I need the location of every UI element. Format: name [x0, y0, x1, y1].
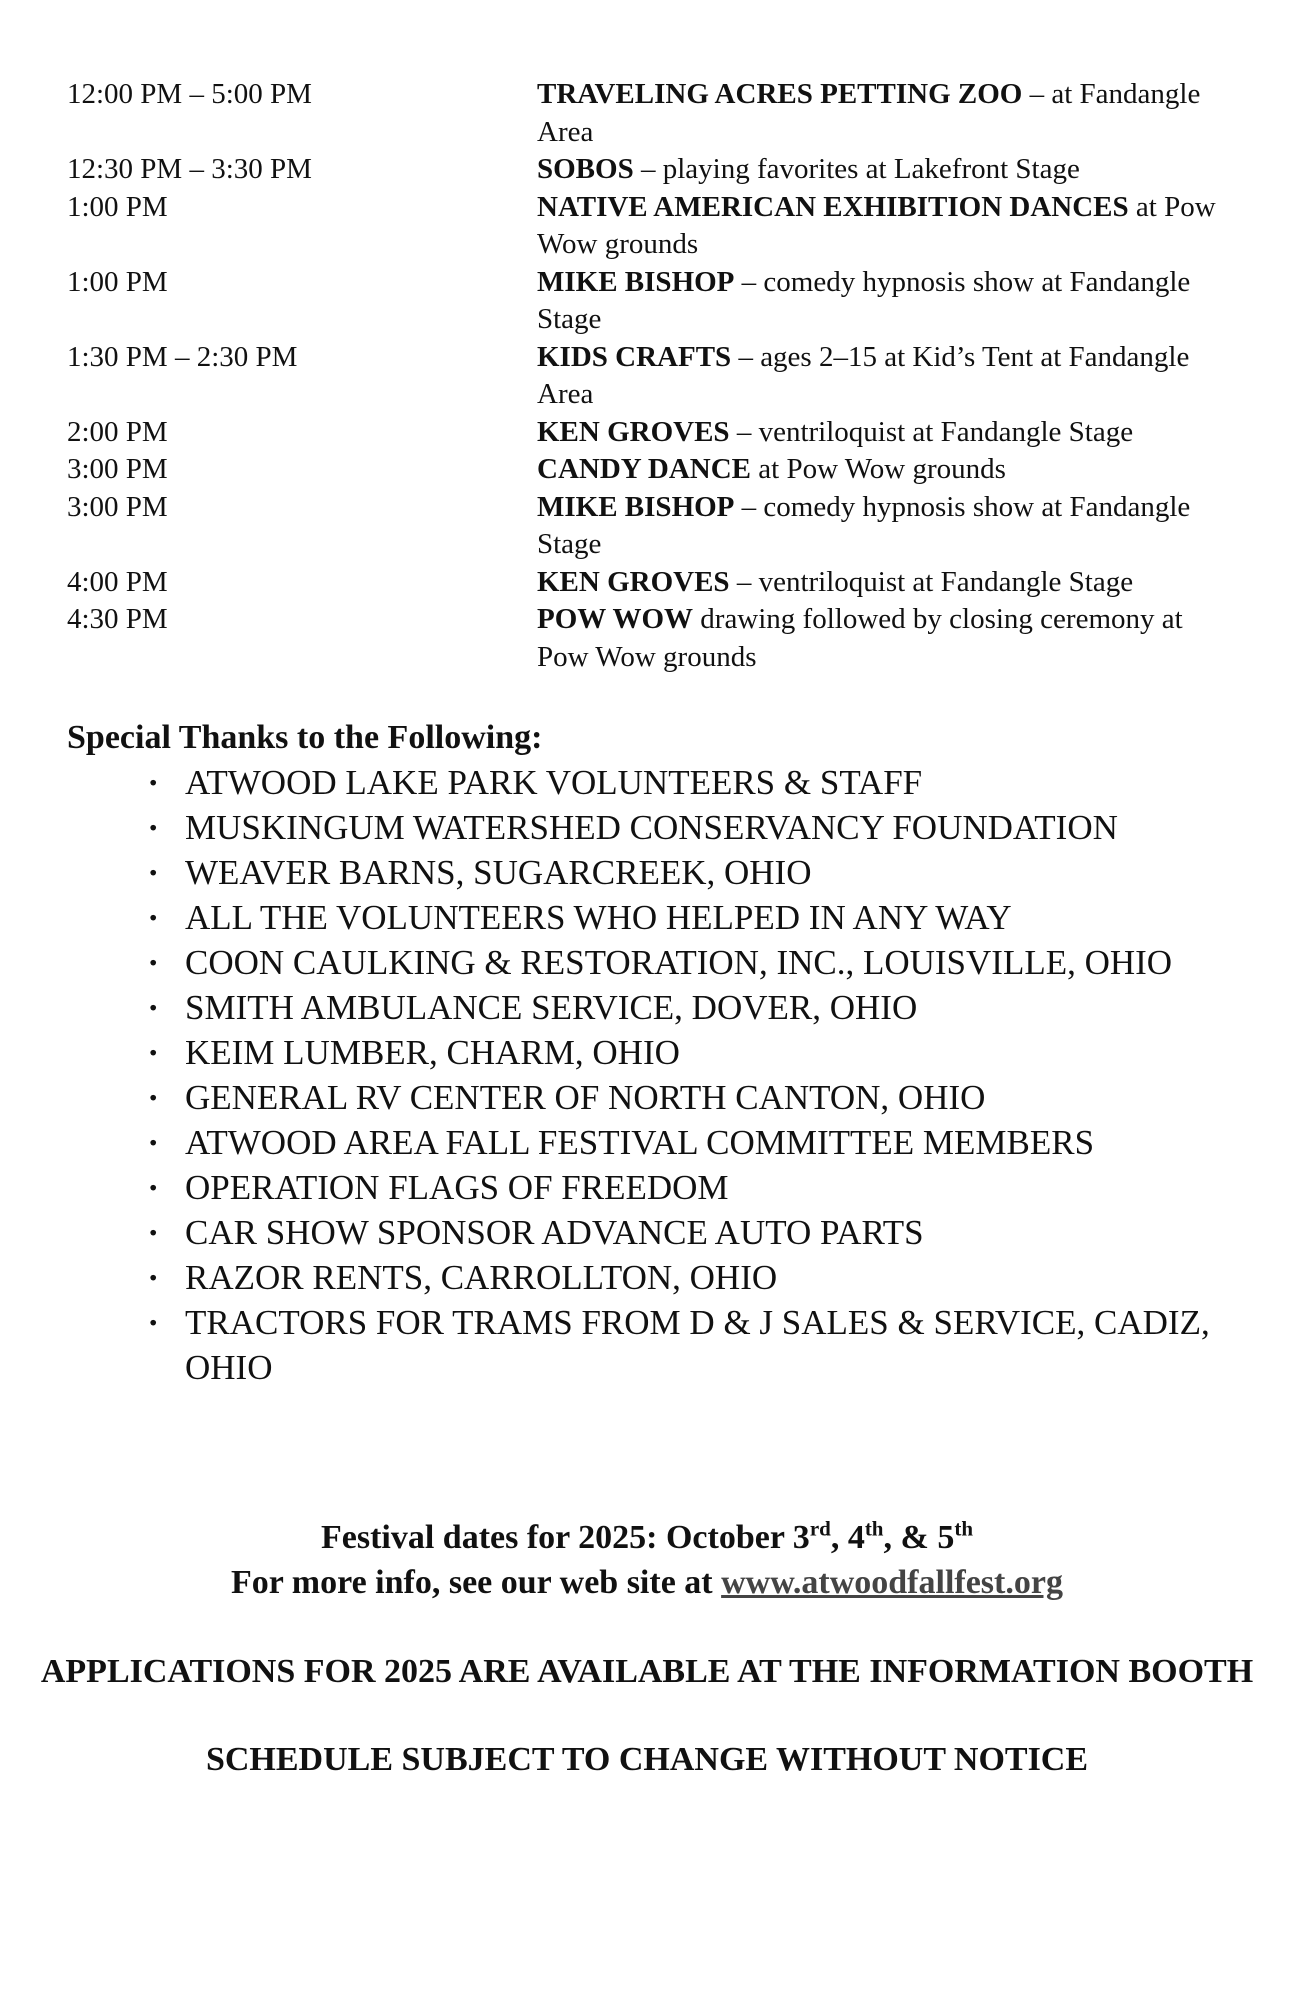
bullet-icon: · [147, 1033, 159, 1072]
bullet-icon: · [147, 853, 159, 892]
schedule-time: 1:00 PM [67, 265, 168, 298]
list-item [67, 1210, 1227, 1255]
schedule-row [67, 151, 1227, 189]
event-detail: – playing favorites at Lakefront Stage [633, 153, 1080, 185]
schedule-row [67, 564, 1227, 602]
schedule-description [537, 151, 1227, 189]
event-name: CANDY DANCE [537, 453, 752, 485]
bullet-icon: · [147, 808, 159, 847]
list-item [67, 805, 1227, 850]
schedule-time: 12:30 PM – 3:30 PM [67, 153, 312, 185]
schedule-row [67, 339, 1227, 414]
thanks-heading: Special Thanks to the Following: [67, 719, 543, 756]
thanks-item-text: MUSKINGUM WATERSHED CONSERVANCY FOUNDATION [185, 808, 1118, 847]
bullet-icon: · [147, 1078, 159, 1117]
list-item [67, 1165, 1227, 1210]
event-detail: at Pow Wow grounds [751, 453, 1006, 485]
bullet-icon: · [147, 943, 159, 982]
thanks-item-text: COON CAULKING & RESTORATION, INC., LOUISVILLE, OHIO [185, 943, 1173, 982]
thanks-item-text: ALL THE VOLUNTEERS WHO HELPED IN ANY WAY [185, 898, 1012, 937]
thanks-item-text: KEIM LUMBER, CHARM, OHIO [185, 1033, 680, 1072]
schedule-row [67, 601, 1227, 676]
applications-notice: APPLICATIONS FOR 2025 ARE AVAILABLE AT THE INFORMATION BOOTH [40, 1653, 1254, 1690]
ordinal-suffix: th [954, 1516, 974, 1541]
footer [0, 1515, 1294, 1782]
ordinal-suffix: th [864, 1516, 884, 1541]
schedule-row [67, 451, 1227, 489]
thanks-item-text: RAZOR RENTS, CARROLLTON, OHIO [185, 1258, 778, 1297]
list-item [67, 850, 1227, 895]
list-item [67, 1030, 1227, 1075]
event-detail: – comedy hypnosis show at Fandangle Stage [537, 265, 1191, 335]
dates-text: , & 5 [883, 1519, 955, 1556]
schedule-time: 4:30 PM [67, 603, 168, 635]
schedule-list [67, 76, 1227, 676]
thanks-item-text: CAR SHOW SPONSOR ADVANCE AUTO PARTS [185, 1213, 924, 1252]
schedule-description [537, 189, 1227, 264]
bullet-icon: · [147, 1303, 159, 1342]
schedule-description [537, 564, 1227, 602]
schedule-row [67, 76, 1227, 151]
list-item [67, 1075, 1227, 1120]
event-name: TRAVELING ACRES PETTING ZOO [537, 78, 1023, 110]
bullet-icon: · [147, 1168, 159, 1207]
thanks-list [67, 760, 1227, 1390]
event-detail: – ages 2–15 at Kid’s Tent at Fandangle Area [537, 340, 1190, 410]
bullet-icon: · [147, 763, 159, 802]
event-name: NATIVE AMERICAN EXHIBITION DANCES [537, 190, 1129, 223]
event-detail: – at Fandangle Area [537, 78, 1201, 148]
schedule-time: 12:00 PM – 5:00 PM [67, 78, 312, 110]
event-detail: – ventriloquist at Fandangle Stage [729, 415, 1134, 448]
thanks-item-text: TRACTORS FOR TRAMS FROM D & J SALES & SERVICE, CADIZ, OHIO [185, 1303, 1210, 1387]
schedule-description [537, 414, 1227, 452]
bullet-icon: · [147, 1258, 159, 1297]
list-item [67, 895, 1227, 940]
festival-dates [0, 1515, 1294, 1560]
schedule-description [537, 601, 1227, 676]
list-item [67, 1300, 1227, 1390]
schedule-time: 3:00 PM [67, 453, 168, 485]
schedule-time: 3:00 PM [67, 490, 168, 523]
more-info-text: For more info, see our web site at [231, 1564, 722, 1601]
schedule-time: 1:00 PM [67, 190, 168, 223]
schedule-description [537, 339, 1227, 414]
bullet-icon: · [147, 898, 159, 937]
schedule-time: 4:00 PM [67, 565, 168, 598]
list-item [67, 760, 1227, 805]
dates-text: Festival dates for 2025: October 3 [320, 1519, 810, 1556]
event-detail: drawing followed by closing ceremony at Pow Wow grounds [537, 603, 1183, 673]
list-item [67, 940, 1227, 985]
event-name: SOBOS [537, 153, 634, 185]
event-detail: – ventriloquist at Fandangle Stage [729, 565, 1134, 598]
ordinal-suffix: rd [809, 1516, 831, 1541]
thanks-item-text: WEAVER BARNS, SUGARCREEK, OHIO [185, 853, 812, 892]
event-name: KEN GROVES [537, 415, 730, 448]
list-item [67, 1255, 1227, 1300]
schedule-row [67, 414, 1227, 452]
bullet-icon: · [147, 1123, 159, 1162]
thanks-item-text: GENERAL RV CENTER OF NORTH CANTON, OHIO [185, 1078, 986, 1117]
event-name: MIKE BISHOP [537, 265, 735, 298]
schedule-description [537, 264, 1227, 339]
schedule-change-notice: SCHEDULE SUBJECT TO CHANGE WITHOUT NOTICE [205, 1741, 1089, 1778]
event-name: MIKE BISHOP [537, 490, 735, 523]
event-detail: – comedy hypnosis show at Fandangle Stage [537, 490, 1191, 560]
thanks-item-text: ATWOOD LAKE PARK VOLUNTEERS & STAFF [185, 763, 923, 802]
thanks-item-text: OPERATION FLAGS OF FREEDOM [185, 1168, 729, 1207]
schedule-time: 2:00 PM [67, 415, 168, 448]
schedule-description [537, 76, 1227, 151]
schedule-row [67, 489, 1227, 564]
schedule-row [67, 189, 1227, 264]
schedule-time: 1:30 PM – 2:30 PM [67, 340, 298, 373]
event-name: KIDS CRAFTS [537, 340, 732, 373]
bullet-icon: · [147, 988, 159, 1027]
list-item [67, 1120, 1227, 1165]
schedule-row [67, 264, 1227, 339]
more-info [0, 1560, 1294, 1605]
thanks-item-text: SMITH AMBULANCE SERVICE, DOVER, OHIO [185, 988, 918, 1027]
schedule-description [537, 451, 1227, 489]
event-detail: at Pow Wow grounds [537, 190, 1216, 260]
dates-text: , 4 [830, 1519, 865, 1556]
event-name: POW WOW [537, 603, 694, 635]
thanks-item-text: ATWOOD AREA FALL FESTIVAL COMMITTEE MEMBERS [185, 1123, 1095, 1162]
schedule-description [537, 489, 1227, 564]
event-name: KEN GROVES [537, 565, 730, 598]
website-link[interactable]: www.atwoodfallfest.org [721, 1564, 1063, 1601]
bullet-icon: · [147, 1213, 159, 1252]
list-item [67, 985, 1227, 1030]
